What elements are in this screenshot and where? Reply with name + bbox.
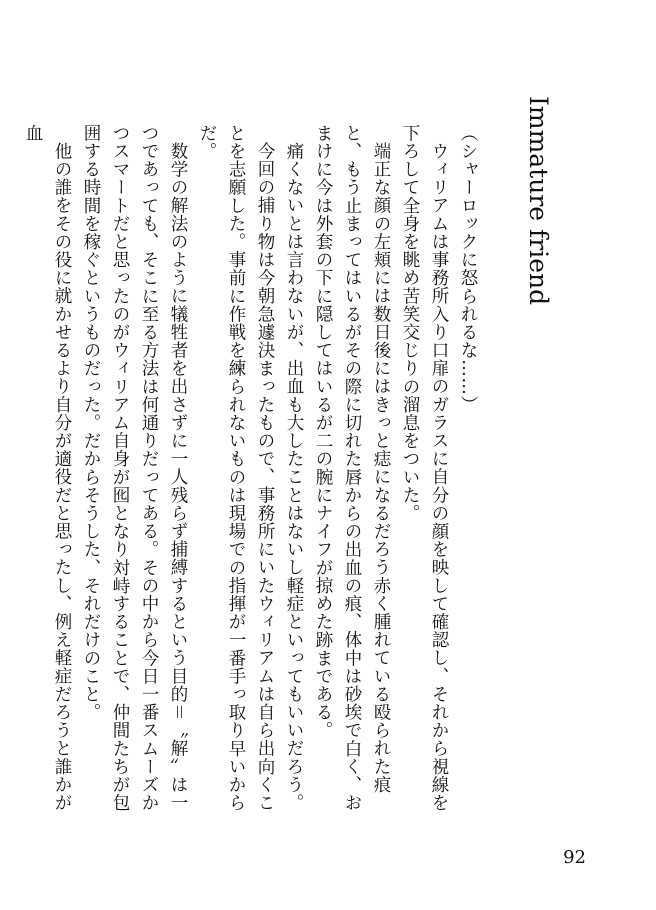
paragraph: 端正な顔の左頬には数日後にはきっと痣になるだろう赤く腫れている殴られた痕と、もう止まってはいるがその際に切れた唇からの出血の痕、体中は砂埃で白く、おまけに今は外套の下に隠してはいるが二の腕にナイフが掠めた跡まである。 bbox=[313, 124, 391, 812]
body-text bbox=[23, 124, 482, 824]
chapter-title: Immature friend bbox=[524, 96, 553, 306]
paragraph: 今回の捕り物は今朝急遽決まったもので、事務所にいたウィリアムは自ら出向くことを志願した。事前に作戦を練られないものは現場での指揮が一番手っ取り早いからだ。 bbox=[197, 124, 275, 812]
paragraph: ウィリアムは事務所入り口扉のガラスに自分の顔を映して確認し、それから視線を下ろして全身を眺め苦笑交じりの溜息をついた。 bbox=[400, 124, 449, 812]
paragraph: 痛くないとは言わないが、出血も大したことはないし軽症といってもいいだろう。 bbox=[284, 141, 304, 812]
paragraph: 他の誰をその役に就かせるより自分が適役だと思ったし、例え軽症だろうと誰かが血 bbox=[23, 124, 72, 812]
page-number: 92 bbox=[563, 847, 586, 868]
paragraph-opening-thought: （シャーロックに怒られるな……） bbox=[458, 124, 478, 414]
paragraph: 数学の解法のように犠牲者を出さずに一人残らず捕縛するという目的＝〝解〟は一つであっても、そこに至る方法は何通りだってある。その中から今日一番スムーズかつスマートだと思ったのがウィリアム自身が囮となり対峙することで、仲間たちが包囲する時間を稼ぐというものだった。だからそうした、それだけのこと。 bbox=[81, 124, 188, 812]
